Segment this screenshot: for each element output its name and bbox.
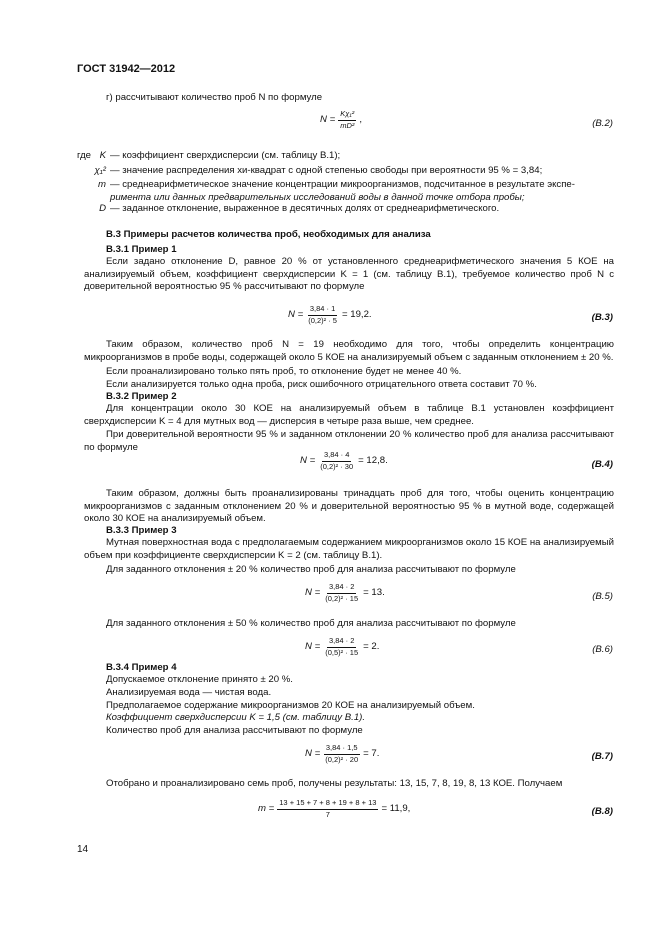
paragraph: Количество проб для анализа рассчитывают по формуле xyxy=(106,725,363,736)
formula-b4 xyxy=(300,451,388,471)
formula-fraction xyxy=(323,637,360,657)
equation-number-b6: (В.6) xyxy=(592,644,613,655)
legend-symbol: D xyxy=(99,203,106,214)
formula-fraction xyxy=(323,583,360,603)
paragraph: Мутная поверхностная вода с предполагаемым содержанием микроорганизмов около 15 КОЕ на анализируемый объем при коэффициенте сверхдисперсии K = 2 (см. таблицу В.1). xyxy=(84,537,614,561)
formula-tail: = 19,2. xyxy=(341,308,372,320)
formula-tail: , xyxy=(359,113,363,125)
paragraph: Таким образом, должны быть проанализированы тринадцать проб для того, чтобы оценить концентрацию микроорганизмов с заданным отклонением 20 % и доверительной вероятностью 95 % в мутной воде, содержащей около 30 КОЕ на анализируемый объем. xyxy=(84,488,614,525)
paragraph: Для заданного отклонения ± 50 % количество проб для анализа рассчитывают по формуле xyxy=(106,618,516,629)
formula-fraction xyxy=(277,799,378,819)
formula-lhs: N = xyxy=(305,586,321,598)
example-heading: В.3.4 Пример 4 xyxy=(106,662,177,673)
formula-denominator: 7 xyxy=(325,809,330,819)
section-heading: В.3 Примеры расчетов количества проб, необходимых для анализа xyxy=(106,229,431,240)
paragraph: При доверительной вероятности 95 % и заданном отклонении 20 % количество проб для анализа рассчитывают по формуле xyxy=(84,429,614,453)
formula-denominator: mD² xyxy=(340,120,355,130)
formula-b7 xyxy=(305,744,379,764)
formula-lhs: N = xyxy=(305,747,321,759)
formula-denominator: (0,2)² · 20 xyxy=(325,754,359,764)
equation-number-b7: (В.7) xyxy=(591,751,613,762)
formula-tail: = 13. xyxy=(363,586,385,598)
equation-number-b2: (В.2) xyxy=(592,118,613,129)
formula-numerator: 3,84 · 2 xyxy=(327,637,356,648)
formula-b6 xyxy=(305,637,379,657)
formula-lhs: N = xyxy=(320,113,336,125)
formula-tail: = 2. xyxy=(363,640,380,652)
legend-row xyxy=(80,179,575,192)
formula-denominator: (0,2)² · 5 xyxy=(308,315,337,325)
formula-numerator: 3,84 · 4 xyxy=(322,451,351,462)
example-heading: В.3.2 Пример 2 xyxy=(106,391,177,402)
example-heading: В.3.3 Пример 3 xyxy=(106,525,177,536)
legend-row xyxy=(80,150,340,163)
equation-number-b8: (В.8) xyxy=(591,806,613,817)
formula-tail: = 7. xyxy=(363,747,380,759)
equation-number-b4: (В.4) xyxy=(591,459,613,470)
formula-denominator: (0,5)² · 15 xyxy=(325,647,359,657)
formula-tail: = 12,8. xyxy=(358,454,388,466)
paragraph: Допускаемое отклонение принято ± 20 %. xyxy=(106,674,293,685)
formula-numerator: 3,84 · 1 xyxy=(308,305,337,316)
legend-where: где xyxy=(77,150,92,161)
equation-number-b5: (В.5) xyxy=(592,591,613,602)
formula-b2 xyxy=(320,110,362,130)
paragraph: Если проанализировано только пять проб, то отклонение будет не менее 40 %. xyxy=(106,366,462,377)
legend-text: — значение распределения хи-квадрат с одной степенью свободы при вероятности 95 % = 3,84; xyxy=(110,165,543,176)
paragraph: Если задано отклонение D, равное 20 % от установленного среднеарифметического значения 5 КОЕ на анализируемый объем, коэффициент сверхдисперсии K = 1 (см. таблицу В.1), требуемое количество проб N с доверительной вероятностью 95 % рассчитывают по формуле xyxy=(84,256,614,293)
page-number: 14 xyxy=(77,844,89,855)
formula-lhs: m = xyxy=(258,802,275,814)
formula-numerator: Kχ₁² xyxy=(338,110,356,121)
formula-numerator: 3,84 · 1,5 xyxy=(324,744,360,755)
paragraph: Для заданного отклонения ± 20 % количество проб для анализа рассчитывают по формуле xyxy=(106,564,516,575)
formula-tail: = 11,9, xyxy=(381,802,411,814)
paragraph: Для концентрации около 30 КОЕ на анализируемый объем в таблице В.1 установлен коэффициент сверхдисперсии K = 4 для мутных вод — дисперсия в четыре раза выше, чем среднее. xyxy=(84,403,614,427)
paragraph: Если анализируется только одна проба, риск ошибочного отрицательного ответа составит 70 %. xyxy=(106,379,537,390)
formula-fraction xyxy=(318,451,355,471)
formula-numerator: 3,84 · 2 xyxy=(327,583,356,594)
legend-symbol: K xyxy=(99,150,106,161)
legend-symbol: χ₁² xyxy=(94,165,106,176)
legend-row xyxy=(80,203,499,216)
legend-text: — среднеарифметическое значение концентрации микроорганизмов, подсчитанное в результате экспе- xyxy=(110,179,575,190)
formula-denominator: (0,2)² · 30 xyxy=(320,461,354,471)
formula-lhs: N = xyxy=(288,308,304,320)
legend-text: — коэффициент сверхдисперсии (см. таблицу В.1); xyxy=(110,150,341,161)
paragraph: Таким образом, количество проб N = 19 необходимо для того, чтобы определить концентрацию микроорганизмов в пробе воды, содержащей около 5 КОЕ на анализируемый объем с заданным отклонением ± 20 %. xyxy=(84,339,614,363)
formula-fraction xyxy=(306,305,339,325)
formula-denominator: (0,2)² · 15 xyxy=(325,593,359,603)
formula-fraction xyxy=(323,744,360,764)
paragraph: Отобрано и проанализировано семь проб, получены результаты: 13, 15, 7, 8, 19, 8, 13 КОЕ. Получаем xyxy=(106,778,563,789)
formula-lhs: N = xyxy=(300,454,316,466)
paragraph: Предполагаемое содержание микроорганизмов 20 КОЕ на анализируемый объем. xyxy=(106,700,475,711)
legend-text: римента или данных предварительных исследований воды в данной точке отбора пробы; xyxy=(110,192,525,203)
formula-b3 xyxy=(288,305,372,325)
paragraph: Коэффициент сверхдисперсии K = 1,5 (см. таблицу В.1). xyxy=(106,712,366,723)
legend-symbol: m xyxy=(98,179,106,190)
legend-text: — заданное отклонение, выраженное в десятичных долях от среднеарифметического. xyxy=(110,203,500,214)
formula-fraction xyxy=(338,110,356,130)
formula-b8 xyxy=(258,799,410,819)
formula-numerator: 13 + 15 + 7 + 8 + 19 + 8 + 13 xyxy=(277,799,378,810)
paragraph-g: г) рассчитывают количество проб N по формуле xyxy=(106,92,323,103)
formula-b5 xyxy=(305,583,385,603)
formula-lhs: N = xyxy=(305,640,321,652)
legend-row xyxy=(80,165,542,178)
example-heading: В.3.1 Пример 1 xyxy=(106,244,177,255)
page-header: ГОСТ 31942—2012 xyxy=(77,63,176,75)
paragraph: Анализируемая вода — чистая вода. xyxy=(106,687,272,698)
equation-number-b3: (В.3) xyxy=(591,312,613,323)
